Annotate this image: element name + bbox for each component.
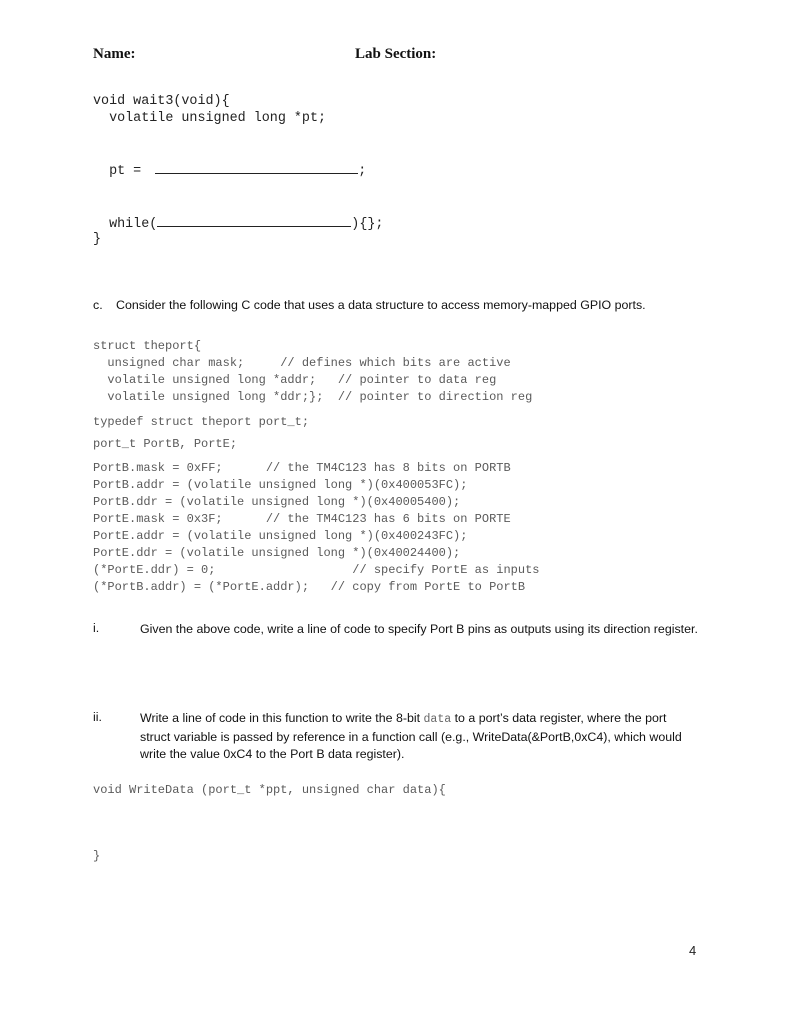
struct-code-line: typedef struct theport port_t; bbox=[93, 415, 310, 429]
question-ii-text bbox=[140, 710, 700, 764]
while-line bbox=[93, 214, 383, 233]
question-ii-text-before: Write a line of code in this function to write the 8-bit bbox=[140, 711, 424, 725]
question-i-label: i. bbox=[93, 621, 100, 635]
struct-code-line: PortE.mask = 0x3F; // the TM4C123 has 6 bits on PORTE bbox=[93, 512, 511, 526]
pt-suffix: ; bbox=[358, 164, 367, 179]
struct-code-line: PortB.addr = (volatile unsigned long *)(0x400053FC); bbox=[93, 478, 468, 492]
lab-section-label: Lab Section: bbox=[355, 46, 437, 62]
name-label: Name: bbox=[93, 46, 136, 62]
pt-prefix: pt = bbox=[93, 164, 150, 179]
page-number: 4 bbox=[689, 943, 697, 958]
struct-code-line: struct theport{ bbox=[93, 339, 202, 353]
struct-code-line: (*PortE.ddr) = 0; // specify PortE as inputs bbox=[93, 563, 540, 577]
question-ii-label: ii. bbox=[93, 710, 102, 724]
struct-code-line: port_t PortB, PortE; bbox=[93, 437, 238, 451]
struct-code-line: PortE.ddr = (volatile unsigned long *)(0x40024400); bbox=[93, 546, 461, 560]
struct-code-line: (*PortB.addr) = (*PortE.addr); // copy from PortE to PortB bbox=[93, 580, 526, 594]
write-data-close-brace: } bbox=[93, 849, 101, 863]
question-i-text: Given the above code, write a line of code to specify Port B pins as outputs using its direction register. bbox=[140, 622, 698, 636]
struct-code-line: unsigned char mask; // defines which bits are active bbox=[93, 356, 511, 370]
question-ii-code-word: data bbox=[423, 713, 452, 726]
part-c-label: c. bbox=[93, 298, 103, 312]
struct-code-line: volatile unsigned long *ddr;}; // pointer to direction reg bbox=[93, 390, 533, 404]
question-ii-text-after: to a port’s data register, where the port struct variable is passed by reference in a function call (e.g., WriteData(&PortB,0xC4), which would write the value 0xC4 to the Port B data register). bbox=[140, 711, 682, 761]
struct-code-line: PortB.ddr = (volatile unsigned long *)(0x40005400); bbox=[93, 495, 461, 509]
struct-code-line: PortE.addr = (volatile unsigned long *)(0x400243FC); bbox=[93, 529, 468, 543]
wait3-declaration: volatile unsigned long *pt; bbox=[93, 111, 327, 126]
while-answer-blank[interactable] bbox=[157, 214, 351, 227]
while-prefix: while( bbox=[93, 217, 158, 232]
struct-code-line: PortB.mask = 0xFF; // the TM4C123 has 8 bits on PORTB bbox=[93, 461, 511, 475]
part-c-text: Consider the following C code that uses a data structure to access memory-mapped GPIO ports. bbox=[116, 298, 646, 312]
while-suffix: ){}; bbox=[351, 217, 384, 232]
struct-code-line: volatile unsigned long *addr; // pointer to data reg bbox=[93, 373, 497, 387]
wait3-close-brace: } bbox=[93, 232, 102, 247]
write-data-signature: void WriteData (port_t *ppt, unsigned char data){ bbox=[93, 783, 446, 797]
pt-answer-blank[interactable] bbox=[155, 161, 358, 174]
pt-assignment-line bbox=[93, 161, 366, 180]
wait3-signature: void wait3(void){ bbox=[93, 94, 230, 109]
